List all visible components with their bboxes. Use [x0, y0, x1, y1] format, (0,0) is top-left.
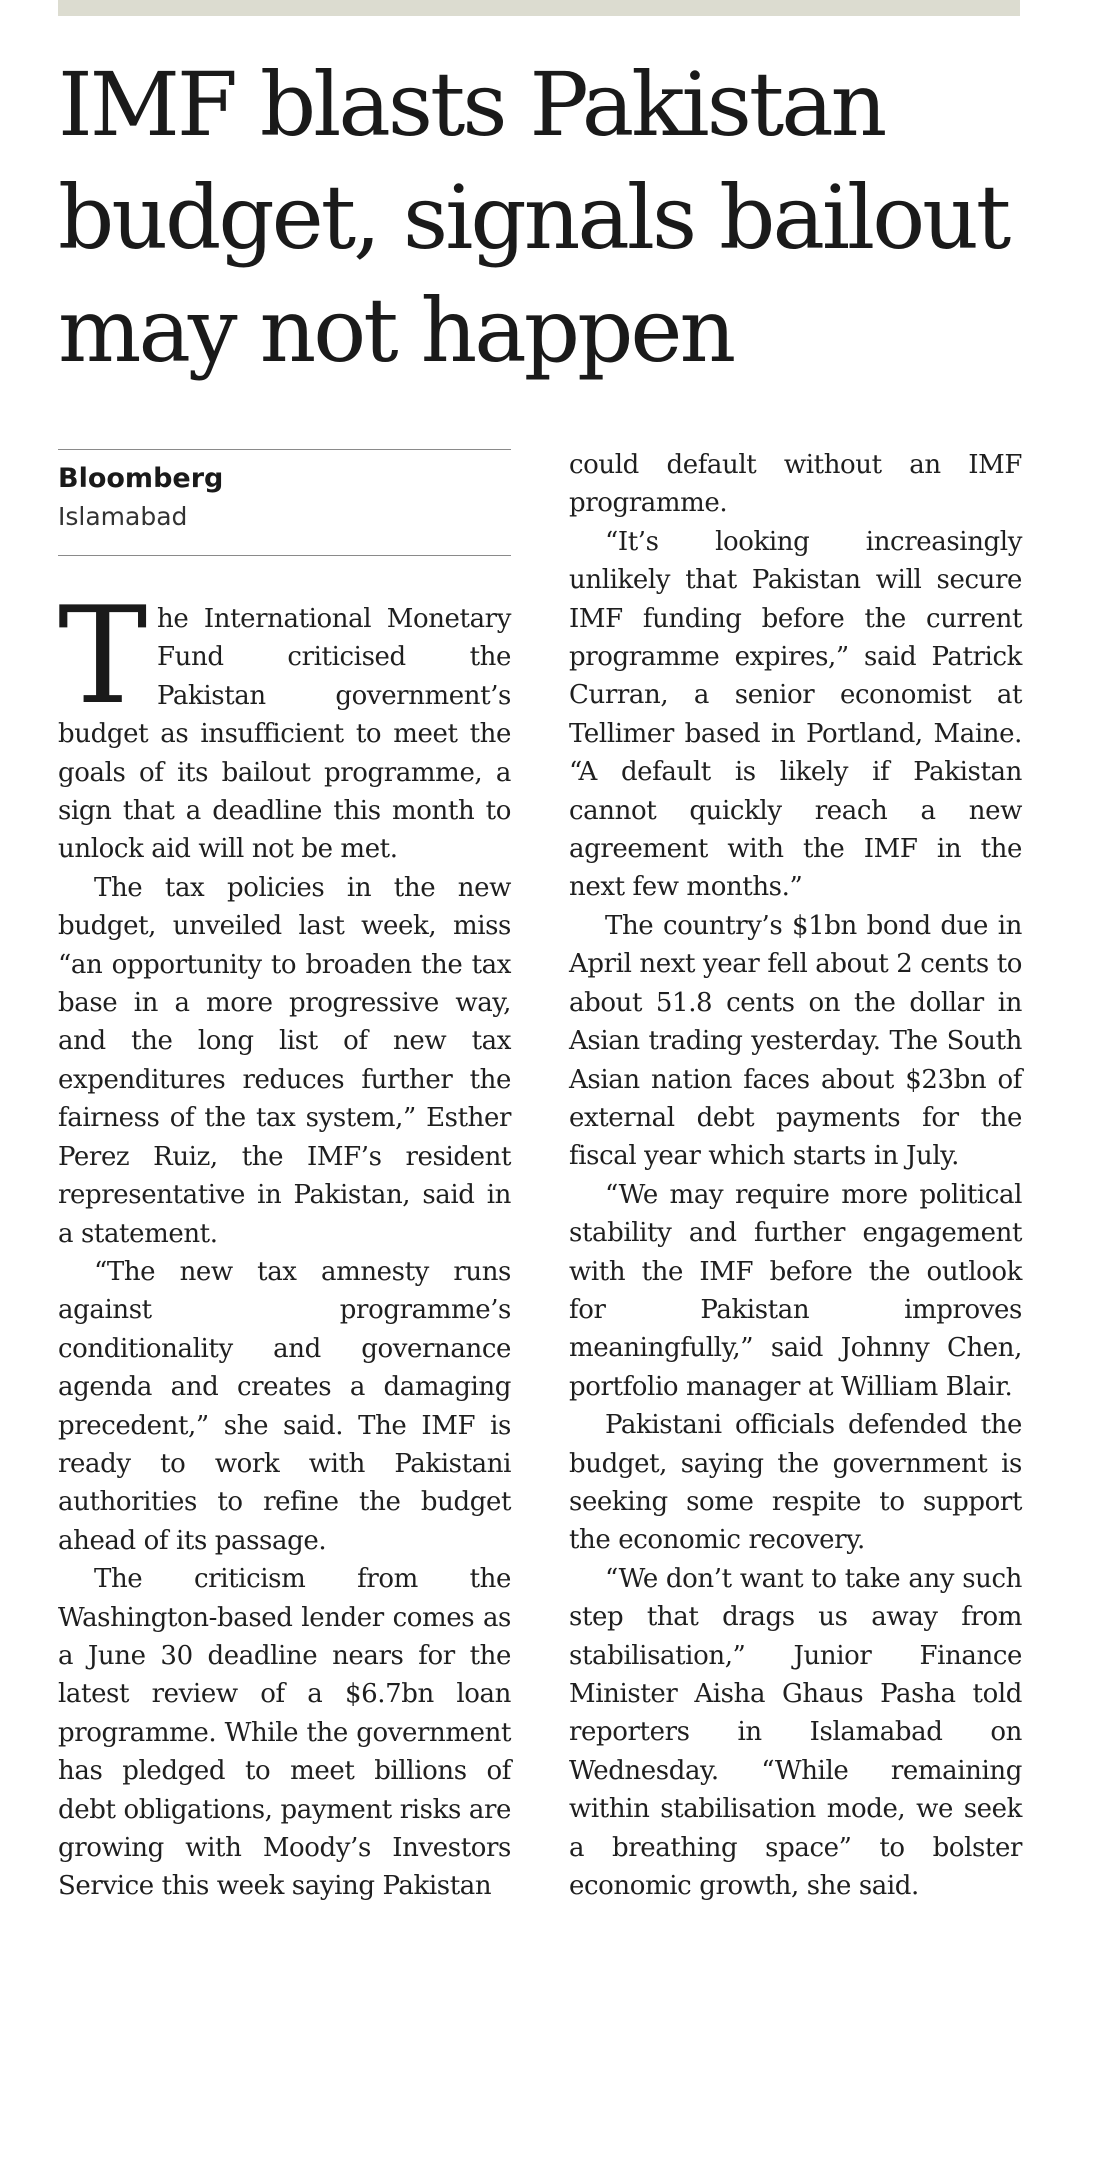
body-paragraph-continued: could default without an IMF programme. [569, 450, 1022, 519]
body-paragraph: “The new tax amnesty runs against programme’s conditionality and governance agenda and creates a damaging precedent,” she said. The IMF is ready to work with Pakistani authorities to refine the budget ahead of its passage. [58, 1256, 511, 1556]
top-color-bar [58, 0, 1020, 16]
byline-location: Islamabad [58, 502, 188, 531]
body-paragraph: The tax policies in the new budget, unveiled last week, miss “an opportunity to broaden the tax base in a more progressive way, and the long list of new tax expenditures reduces further the fairness of the tax system,” Esther Perez Ruiz, the IMF’s resident representative in Pakistan, said in a statement. [58, 872, 511, 1249]
byline-top-rule [58, 449, 511, 450]
body-paragraph: Pakistani officials defended the budget, saying the government is seeking some respite to support the economic recovery. [569, 1410, 1022, 1556]
body-paragraph: “We may require more political stability and further engagement with the IMF before the outlook for Pakistan improves meaningfully,” said Johnny Chen, portfolio manager at William Blair. [569, 1179, 1022, 1402]
headline: IMF blasts Pakistan budget, signals bailout may not happen [58, 53, 1009, 382]
body-paragraph: The criticism from the Washington-based lender comes as a June 30 deadline nears for the latest review of a $6.7bn loan programme. While the government has pledged to meet billions of debt obligations, payment risks are growing with Moody’s Investors Service this week saying Pakistan [58, 1564, 511, 1902]
body-paragraph: “We don’t want to take any such step that drags us away from stabilisation,” Junior Finance Minister Aisha Ghaus Pasha told reporters in Islamabad on Wednesday. “While remaining within stabilisation mode, we seek a breathing space” to bolster economic growth, she said. [569, 1563, 1022, 1902]
lead-paragraph [58, 578, 511, 869]
byline-bottom-rule [58, 555, 511, 556]
body-paragraph: “It’s looking increasingly unlikely that Pakistan will secure IMF funding before the current programme expires,” said Patrick Curran, a senior economist at Tellimer based in Portland, Maine. “A default is likely if Pakistan cannot quickly reach a new agreement with the IMF in the next few months.” [569, 526, 1022, 903]
drop-cap: T [58, 578, 147, 734]
article-column-1 [58, 578, 511, 1906]
byline-source: Bloomberg [58, 463, 224, 494]
body-paragraph: The country’s $1bn bond due in April next year fell about 2 cents to about 51.8 cents on the dollar in Asian trading yesterday. The South Asian nation faces about $23bn of external debt payments for the fiscal year which starts in July. [569, 910, 1022, 1172]
article-column-2 [569, 446, 1022, 1905]
lead-text: he International Monetary Fund criticised the Pakistan government’s budget as insufficient to meet the goals of its bailout programme, a sign that a deadline this month to unlock aid will not be met. [58, 604, 511, 865]
